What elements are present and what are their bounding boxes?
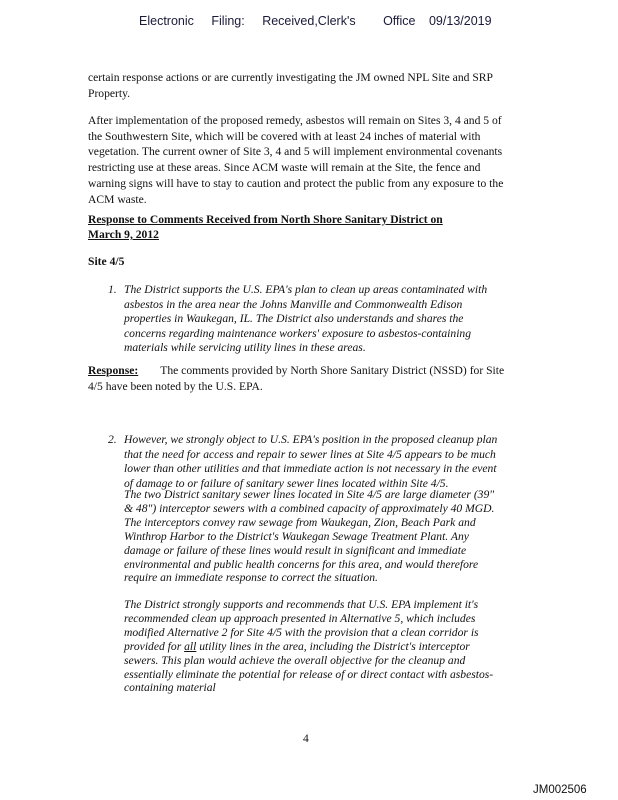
line: lower than other utilities and that immediate action is not necessary in the event	[124, 462, 497, 476]
text: utility lines in the area, including the District's interceptor	[196, 639, 470, 653]
comment-paragraph-a	[124, 488, 564, 585]
line: & 48") interceptor sewers with a combined capacity of approximately 40 MGD.	[124, 501, 495, 515]
response-paragraph	[88, 363, 528, 395]
line: Property.	[88, 87, 131, 100]
paragraph-2	[88, 113, 528, 207]
line: recommended clean up approach presented in Alternative 5, which includes	[124, 611, 476, 625]
line: warning signs will have to stay to caution and protect the public from any exposure to the	[88, 176, 504, 190]
line: containing material	[124, 681, 216, 695]
line: ACM waste.	[88, 192, 147, 206]
comment-paragraph-b	[124, 598, 564, 695]
line: The interceptors convey raw sewage from Waukegan, Zion, Beach Park and	[124, 515, 476, 529]
underlined-word: all	[184, 639, 197, 653]
paragraph-1	[88, 70, 528, 102]
line: The comments provided by North Shore Sanitary District (NSSD) for Site	[160, 364, 505, 377]
line: require an immediate response to correct the situation.	[124, 571, 378, 585]
line: that the need for access and repair to sewer lines at Site 4/5 appears to be much	[124, 447, 496, 461]
line: The two District sanitary sewer lines located in Site 4/5 are large diameter (39"	[124, 488, 495, 501]
header-word: Office	[383, 14, 416, 28]
item-number: 2.	[108, 433, 117, 446]
bates-number: JM002506	[533, 784, 587, 796]
line: asbestos in the area near the Johns Manville and Commonwealth Edison	[124, 297, 463, 311]
header-word: Received,Clerk's	[262, 14, 356, 28]
line: damage or failure of these lines would result in significant and immediate	[124, 543, 467, 557]
line: The District strongly supports and recommends that U.S. EPA implement it's	[124, 598, 479, 611]
line: modified Alternative 2 for Site 4/5 with the provision that a clean corridor is	[124, 625, 479, 639]
line: sewers. This plan would achieve the overall objective for the cleanup and	[124, 653, 466, 667]
section-heading	[88, 212, 528, 242]
line: After implementation of the proposed remedy, asbestos will remain on Sites 3, 4 and 5 of	[88, 114, 502, 127]
line: of damage to or failure of sanitary sewer lines located within Site 4/5.	[124, 476, 449, 490]
filing-stamp-header	[139, 14, 506, 28]
line: environmental and public health concerns for this area, and would therefore	[124, 557, 479, 571]
comment-item-2	[108, 433, 548, 491]
text: provided for	[124, 639, 185, 653]
line: However, we strongly object to U.S. EPA's position in the proposed cleanup plan	[124, 433, 498, 446]
page-number: 4	[303, 732, 309, 745]
line	[124, 640, 564, 654]
line: the Southwestern Site, which will be covered with at least 24 inches of material with	[88, 129, 481, 143]
line: Response to Comments Received from North Shore Sanitary District on	[88, 213, 443, 226]
line: The District supports the U.S. EPA's plan to clean up areas contaminated with	[124, 283, 488, 296]
line: Winthrop Harbor to the District's Waukegan Sewage Treatment Plant. Any	[124, 529, 469, 543]
response-label: Response:	[88, 364, 139, 377]
header-word: Electronic	[139, 14, 194, 28]
line: materials while servicing utility lines in these areas.	[124, 341, 366, 355]
site-label: Site 4/5	[88, 255, 125, 268]
line: vegetation. The current owner of Site 3, 4 and 5 will implement environmental covenants	[88, 145, 503, 159]
line: essentially eliminate the potential for release of or direct contact with asbestos-	[124, 667, 494, 681]
line: certain response actions or are currently investigating the JM owned NPL Site and SRP	[88, 71, 493, 84]
line: concerns regarding maintenance workers' exposure to asbestos-containing	[124, 326, 472, 340]
line: 4/5 have been noted by the U.S. EPA.	[88, 380, 263, 393]
line: properties in Waukegan, IL. The District also understands and shares the	[124, 312, 464, 326]
line: March 9, 2012	[88, 228, 159, 241]
comment-item-1	[108, 283, 548, 356]
line: restricting use at these areas. Since ACM waste will remain at the Site, the fence and	[88, 161, 481, 175]
header-date: 09/13/2019	[428, 14, 492, 28]
item-number: 1.	[108, 283, 117, 296]
header-word: Filing:	[211, 14, 245, 28]
